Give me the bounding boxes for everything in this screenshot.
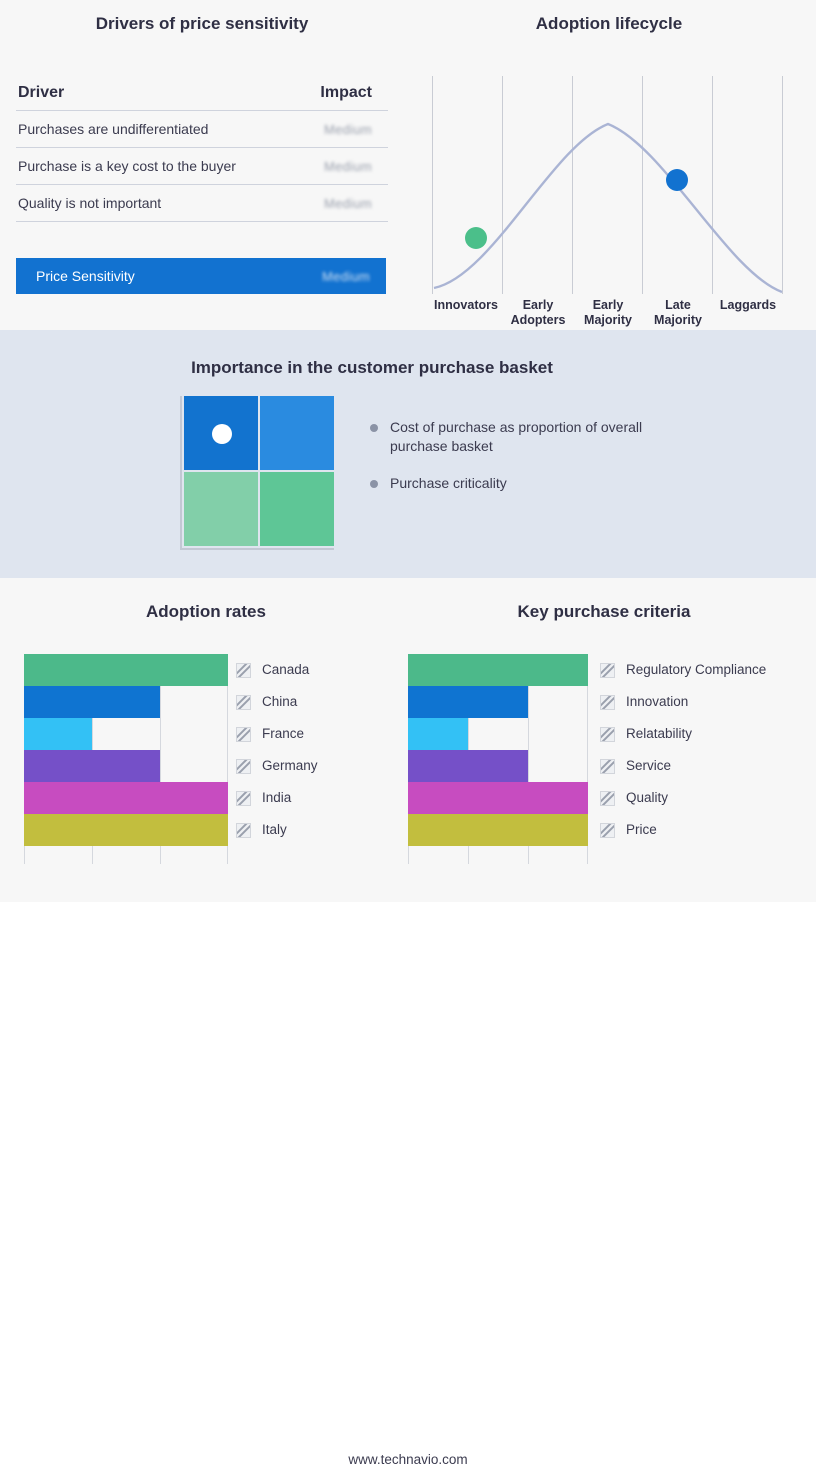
bar-row — [24, 718, 228, 750]
pattern-swatch-icon — [236, 823, 251, 838]
adoption-rates-chart — [24, 654, 228, 864]
stage-label-innovators: Innovators — [434, 298, 498, 312]
bar-row — [24, 814, 228, 846]
legend-item — [236, 718, 396, 750]
legend-label: Relatability — [626, 726, 693, 741]
price-sensitivity-label: Price Sensitivity — [36, 268, 135, 284]
lifecycle-plot — [432, 76, 784, 327]
key-purchase-criteria-chart — [408, 654, 588, 864]
pattern-swatch-icon — [600, 663, 615, 678]
adoption-rates-title: Adoption rates — [146, 602, 266, 621]
table-row — [16, 185, 388, 222]
legend-item — [600, 686, 800, 718]
pattern-swatch-icon — [236, 759, 251, 774]
adoption-rates-panel — [8, 602, 404, 837]
legend-item-criticality: Purchase criticality — [370, 474, 670, 493]
legend-label: Canada — [262, 662, 310, 677]
innovators-marker — [465, 227, 487, 249]
driver-impact: Medium — [274, 185, 388, 222]
drivers-panel — [16, 14, 388, 211]
legend-label: Italy — [262, 822, 287, 837]
pattern-swatch-icon — [600, 759, 615, 774]
pattern-swatch-icon — [236, 663, 251, 678]
legend-item — [600, 814, 800, 846]
driver-impact: Medium — [274, 148, 388, 185]
key-purchase-criteria-title: Key purchase criteria — [517, 602, 691, 621]
legend-label: Quality — [626, 790, 669, 805]
legend-item — [600, 654, 800, 686]
legend-item — [600, 750, 800, 782]
matrix-quadrant-bottom-right — [260, 472, 334, 546]
bar-row — [408, 814, 588, 846]
purchase-basket-panel — [0, 330, 816, 578]
bar-row — [408, 686, 588, 718]
legend-item — [236, 750, 396, 782]
legend-item — [600, 718, 800, 750]
column-header-impact: Impact — [274, 74, 388, 111]
basket-legend — [370, 418, 670, 511]
legend-label: China — [262, 694, 298, 709]
basket-position-marker — [212, 424, 232, 444]
legend-item-cost: Cost of purchase as proportion of overall purchase basket — [370, 418, 670, 456]
bar-row — [408, 782, 588, 814]
legend-label: France — [262, 726, 305, 741]
legend-item — [236, 782, 396, 814]
driver-name: Quality is not important — [16, 185, 274, 222]
legend-item — [600, 782, 800, 814]
lifecycle-curve — [432, 76, 784, 294]
legend-label: Service — [626, 758, 672, 773]
bottom-band — [0, 578, 816, 1467]
price-sensitivity-value: Medium — [321, 268, 370, 284]
adoption-rates-legend — [236, 654, 396, 846]
pattern-swatch-icon — [236, 791, 251, 806]
drivers-table — [16, 74, 388, 222]
pattern-swatch-icon — [600, 695, 615, 710]
legend-label: India — [262, 790, 292, 805]
late-majority-marker — [666, 169, 688, 191]
pattern-swatch-icon — [600, 727, 615, 742]
lifecycle-title: Adoption lifecycle — [535, 14, 683, 33]
pattern-swatch-icon — [600, 791, 615, 806]
price-sensitivity-summary — [16, 258, 386, 294]
pattern-swatch-icon — [236, 727, 251, 742]
driver-name: Purchase is a key cost to the buyer — [16, 148, 274, 185]
stage-label-early-majority: Early Majority — [584, 298, 632, 327]
watermark: www.technavio.com — [348, 1452, 468, 1467]
lifecycle-panel — [416, 14, 802, 327]
legend-label: Innovation — [626, 694, 689, 709]
pattern-swatch-icon — [236, 695, 251, 710]
driver-impact: Medium — [274, 111, 388, 148]
bar-row — [408, 750, 588, 782]
drivers-title: Drivers of price sensitivity — [95, 14, 309, 33]
legend-label: Regulatory Compliance — [626, 662, 767, 677]
legend-item — [236, 686, 396, 718]
stage-label-laggards: Laggards — [719, 298, 777, 312]
key-purchase-criteria-legend — [600, 654, 800, 846]
pattern-swatch-icon — [600, 823, 615, 838]
basket-matrix — [180, 396, 334, 550]
bar-row — [24, 782, 228, 814]
top-band — [0, 0, 816, 330]
table-header-row — [16, 74, 388, 111]
matrix-quadrant-bottom-left — [184, 472, 258, 546]
legend-item — [236, 814, 396, 846]
matrix-quadrant-top-right — [260, 396, 334, 470]
legend-item — [236, 654, 396, 686]
basket-title: Importance in the customer purchase basket — [191, 358, 553, 377]
bar-row — [24, 686, 228, 718]
table-row — [16, 111, 388, 148]
bar-row — [408, 718, 588, 750]
legend-label: Price — [626, 822, 657, 837]
bar-row — [408, 654, 588, 686]
stage-label-late-majority: Late Majority — [654, 298, 702, 327]
column-header-driver: Driver — [16, 74, 274, 111]
bar-row — [24, 750, 228, 782]
legend-label: Germany — [262, 758, 318, 773]
driver-name: Purchases are undifferentiated — [16, 111, 274, 148]
bar-row — [24, 654, 228, 686]
table-row — [16, 148, 388, 185]
stage-label-early-adopters: Early Adopters — [510, 298, 566, 327]
key-purchase-criteria-panel — [400, 602, 808, 837]
